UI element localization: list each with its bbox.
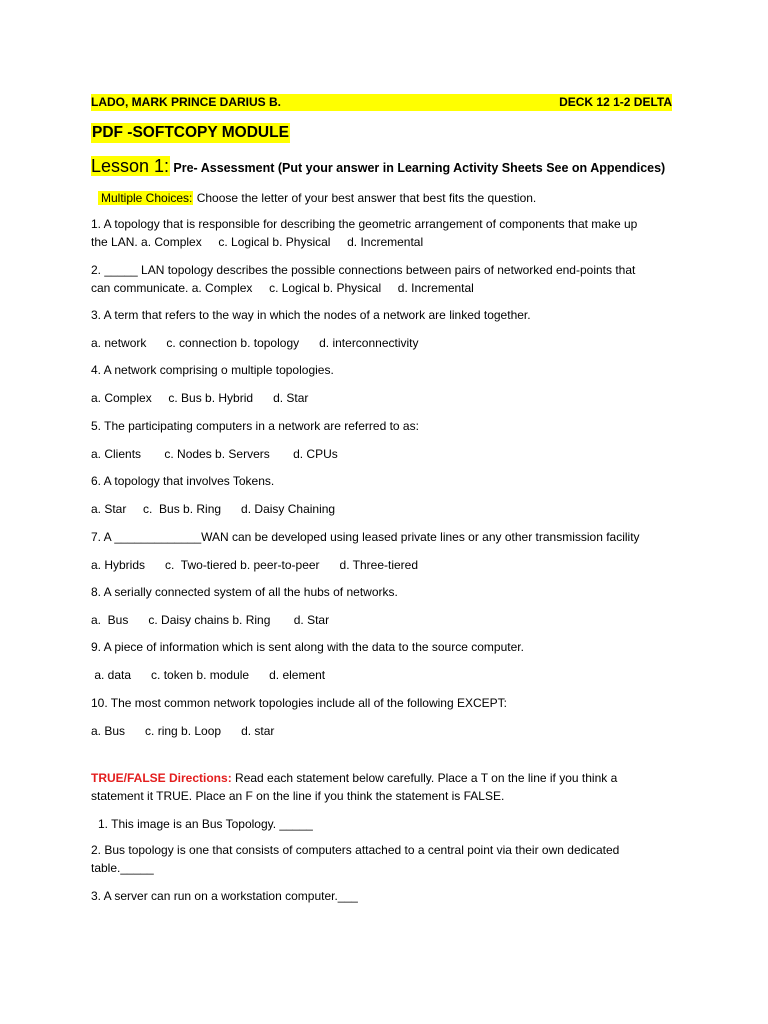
question-6 — [91, 473, 681, 518]
true-false-instruction: Read each statement below carefully. Place a T on the line if you think a statement it TRUE. Place an F on the line if you think the statement is FALSE. — [91, 771, 618, 803]
true-false-label: TRUE/FALSE Directions: — [91, 771, 232, 785]
question-3 — [91, 307, 681, 352]
question-text: 8. A serially connected system of all the hubs of networks. — [91, 585, 398, 599]
question-choices: a. Complex c. Bus b. Hybrid d. Star — [91, 390, 309, 405]
question-choices: a. data c. token b. module d. element — [91, 667, 326, 682]
question-8 — [91, 584, 681, 629]
lesson-description: Pre- Assessment (Put your answer in Learning Activity Sheets See on Appendices) — [173, 161, 666, 175]
question-text: 5. The participating computers in a network are referred to as: — [91, 419, 419, 433]
section-label: DECK 12 1-2 DELTA — [559, 95, 672, 109]
question-text: 6. A topology that involves Tokens. — [91, 474, 275, 488]
lesson-label: Lesson 1: — [91, 156, 170, 176]
statement-text: 1. This image is an Bus Topology. _____ — [98, 817, 313, 831]
statement-text-continued: table._____ — [91, 860, 154, 875]
lesson-heading — [91, 154, 665, 178]
question-4 — [91, 362, 681, 407]
question-choices: a. Star c. Bus b. Ring d. Daisy Chaining — [91, 501, 336, 516]
statement-text: 3. A server can run on a workstation computer.___ — [91, 889, 358, 903]
true-false-item-3 — [91, 888, 681, 906]
module-title: PDF -SOFTCOPY MODULE — [92, 124, 289, 141]
question-text: 9. A piece of information which is sent along with the data to the source computer. — [91, 640, 524, 654]
question-choices: a. Hybrids c. Two-tiered b. peer-to-peer d. Three-tiered — [91, 557, 419, 572]
question-choices: the LAN. a. Complex c. Logical b. Physical d. Incremental — [91, 234, 424, 249]
true-false-instructions — [91, 769, 671, 805]
multiple-choice-instruction: Choose the letter of your best answer that best fits the question. — [196, 191, 537, 205]
student-name: LADO, MARK PRINCE DARIUS B. — [91, 95, 282, 109]
question-text: 10. The most common network topologies include all of the following EXCEPT: — [91, 696, 507, 710]
true-false-item-1 — [98, 816, 688, 834]
question-text: 2. _____ LAN topology describes the possible connections between pairs of networked end-points that — [91, 263, 636, 277]
question-1 — [91, 216, 681, 251]
question-7 — [91, 529, 681, 574]
true-false-item-2 — [91, 842, 681, 877]
question-9 — [91, 639, 681, 684]
question-choices: a. Bus c. ring b. Loop d. star — [91, 723, 275, 738]
question-5 — [91, 418, 681, 463]
student-header — [91, 94, 672, 111]
statement-text: 2. Bus topology is one that consists of computers attached to a central point via their own dedicated — [91, 843, 620, 857]
multiple-choice-instructions — [98, 190, 536, 207]
question-choices: can communicate. a. Complex c. Logical b. Physical d. Incremental — [91, 280, 474, 295]
question-text: 1. A topology that is responsible for describing the geometric arrangement of components that make up — [91, 217, 638, 231]
question-text: 4. A network comprising o multiple topologies. — [91, 363, 334, 377]
question-2 — [91, 262, 681, 297]
question-10 — [91, 695, 681, 740]
multiple-choice-label: Multiple Choices: — [98, 191, 193, 205]
question-choices: a. network c. connection b. topology d. interconnectivity — [91, 335, 419, 350]
question-choices: a. Bus c. Daisy chains b. Ring d. Star — [91, 612, 330, 627]
question-choices: a. Clients c. Nodes b. Servers d. CPUs — [91, 446, 338, 461]
question-text: 7. A _____________WAN can be developed using leased private lines or any other transmission facility — [91, 530, 640, 544]
question-text: 3. A term that refers to the way in which the nodes of a network are linked together. — [91, 308, 531, 322]
